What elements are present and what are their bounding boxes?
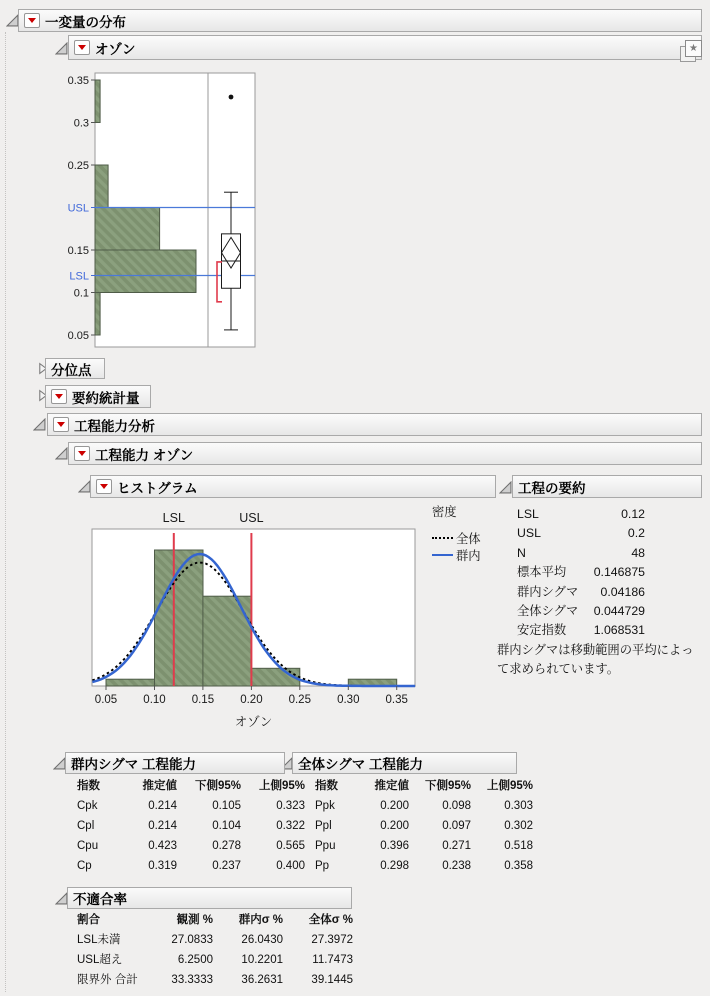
density-legend (432, 502, 481, 563)
section-title-variable: オゾン (95, 41, 136, 57)
section-title-within-capability: 群内シグマ 工程能力 (71, 757, 196, 772)
summary-row (517, 621, 645, 640)
summary-row (517, 563, 645, 582)
table-row: USL超え 6.2500 10.2201 11.7473 (77, 954, 353, 966)
summary-row (517, 524, 645, 543)
summary-label: 標本平均 (517, 565, 567, 580)
legend-item-overall (432, 529, 481, 546)
outlier-point (229, 95, 234, 100)
section-header-capability-analysis[interactable] (47, 413, 702, 436)
outline-connector-line (5, 32, 6, 992)
col-header: 上側95% (486, 780, 533, 792)
col-header: 推定値 (142, 780, 177, 792)
table-row: Cpk 0.214 0.105 0.323 (77, 800, 305, 812)
summary-label: 全体シグマ (517, 603, 579, 618)
svg-text:0.15: 0.15 (191, 694, 215, 706)
table-header-row (313, 776, 535, 796)
table-header-row (75, 910, 355, 930)
capability-histogram-chart[interactable] (62, 500, 490, 742)
disclosure-expanded-icon[interactable] (33, 418, 46, 431)
summary-value: 0.146875 (593, 565, 645, 580)
red-triangle-glyph (55, 394, 63, 399)
section-title-distribution: 一変量の分布 (45, 14, 126, 30)
svg-text:USL: USL (239, 511, 264, 525)
process-summary-note: 群内シグマは移動範囲の平均によって求められています。 (497, 643, 694, 677)
summary-row (517, 544, 645, 563)
summary-value: 1.068531 (593, 623, 645, 638)
red-triangle-glyph (78, 45, 86, 50)
summary-row (517, 505, 645, 524)
section-header-process-summary[interactable] (512, 475, 702, 498)
legend-label: 群内 (456, 548, 481, 563)
summary-value: 48 (631, 545, 645, 560)
table-row: Ppu 0.396 0.271 0.518 (315, 840, 533, 852)
red-triangle-glyph (28, 18, 36, 23)
section-header-distribution[interactable] (18, 9, 702, 32)
col-header: 観測 % (176, 914, 213, 926)
section-title-summary-stats: 要約統計量 (72, 390, 140, 406)
svg-text:LSL: LSL (162, 511, 185, 525)
red-triangle-menu-icon[interactable] (24, 13, 40, 28)
legend-label: 全体 (456, 531, 481, 546)
svg-text:0.25: 0.25 (288, 694, 311, 706)
svg-text:0.05: 0.05 (67, 330, 89, 342)
section-title-capability-variable: 工程能力 オゾン (95, 447, 194, 463)
section-header-variable[interactable] (68, 35, 702, 60)
overall-capability-table (313, 776, 535, 876)
table-row: Cpu 0.423 0.278 0.565 (77, 840, 305, 852)
table-row: 限界外 合計 33.3333 36.2631 39.1445 (77, 974, 353, 986)
svg-text:0.3: 0.3 (73, 117, 89, 130)
nonconformance-table (75, 910, 355, 990)
section-header-histogram[interactable] (90, 475, 496, 498)
summary-value: 0.04186 (600, 584, 645, 599)
summary-row (517, 583, 645, 602)
summary-label: 安定指数 (517, 623, 567, 638)
table-row: Pp 0.298 0.238 0.358 (315, 860, 533, 872)
section-title-nonconformance: 不適合率 (73, 892, 127, 907)
legend-item-within (432, 546, 481, 563)
red-triangle-glyph (57, 422, 65, 427)
summary-label: N (517, 545, 526, 560)
red-triangle-menu-icon[interactable] (74, 40, 90, 55)
disclosure-expanded-icon[interactable] (55, 42, 68, 55)
process-summary-panel (517, 505, 645, 641)
disclosure-expanded-icon[interactable] (55, 447, 68, 460)
section-header-summary-stats[interactable] (45, 385, 151, 408)
solid-line-swatch-icon (432, 554, 453, 556)
summary-value: 0.12 (621, 507, 645, 521)
distribution-histogram-boxplot-chart[interactable] (62, 66, 258, 354)
col-header: 指数 (77, 780, 100, 792)
svg-text:オゾン: オゾン (234, 715, 273, 729)
table-row: Cp 0.319 0.237 0.400 (77, 860, 305, 872)
section-header-quantiles[interactable] (45, 358, 105, 379)
col-header: 上側95% (258, 780, 305, 792)
red-triangle-glyph (78, 451, 86, 456)
svg-text:LSL: LSL (69, 270, 89, 283)
section-title-process-summary: 工程の要約 (518, 480, 586, 496)
summary-row (517, 602, 645, 621)
red-triangle-menu-icon[interactable] (51, 389, 67, 404)
table-row: Ppk 0.200 0.098 0.303 (315, 800, 533, 812)
col-header: 下側95% (194, 780, 241, 792)
section-header-nonconformance[interactable] (67, 887, 352, 909)
svg-text:0.15: 0.15 (67, 245, 89, 257)
summary-label: LSL (517, 507, 539, 521)
svg-text:0.05: 0.05 (94, 694, 118, 706)
x-axis (95, 686, 408, 729)
col-header: 群内σ % (238, 914, 283, 926)
summary-label: 群内シグマ (517, 584, 579, 599)
within-capability-table (75, 776, 307, 876)
svg-text:0.35: 0.35 (385, 694, 408, 706)
stacked-card-star: ★ (685, 40, 702, 57)
col-header: 下側95% (424, 780, 471, 792)
dotted-line-swatch-icon (432, 537, 453, 539)
table-row: Cpl 0.214 0.104 0.322 (77, 820, 305, 832)
section-header-overall-capability[interactable] (292, 752, 517, 774)
section-title-capability-analysis: 工程能力分析 (74, 418, 155, 434)
red-triangle-menu-icon[interactable] (53, 417, 69, 432)
svg-text:0.35: 0.35 (67, 75, 89, 87)
summary-value: 0.044729 (593, 603, 645, 618)
legend-title: 密度 (432, 505, 457, 519)
red-triangle-menu-icon[interactable] (96, 479, 112, 494)
svg-text:0.1: 0.1 (73, 287, 89, 300)
section-title-overall-capability: 全体シグマ 工程能力 (298, 757, 423, 772)
section-title-histogram: ヒストグラム (117, 480, 198, 496)
col-header: 指数 (315, 780, 338, 792)
summary-value: 0.2 (627, 526, 645, 541)
table-header-row (75, 776, 307, 796)
red-triangle-menu-icon[interactable] (74, 446, 90, 461)
svg-text:USL: USL (67, 202, 89, 215)
svg-text:0.20: 0.20 (240, 694, 263, 706)
section-header-within-capability[interactable] (65, 752, 285, 774)
table-row: Ppl 0.200 0.097 0.302 (315, 820, 533, 832)
svg-text:0.10: 0.10 (143, 694, 166, 706)
svg-text:0.30: 0.30 (337, 694, 360, 706)
disclosure-expanded-icon[interactable] (499, 481, 512, 494)
svg-text:0.25: 0.25 (67, 160, 89, 172)
col-header: 推定値 (374, 780, 409, 792)
bookmark-star-icon[interactable] (680, 40, 704, 64)
section-header-capability-variable[interactable] (68, 442, 702, 465)
summary-label: USL (517, 526, 541, 541)
red-triangle-glyph (100, 484, 108, 489)
col-header: 割合 (77, 914, 100, 926)
col-header: 全体σ % (308, 914, 353, 926)
section-title-quantiles: 分位点 (51, 362, 92, 378)
table-row: LSL未満 27.0833 26.0430 27.3972 (77, 934, 353, 946)
